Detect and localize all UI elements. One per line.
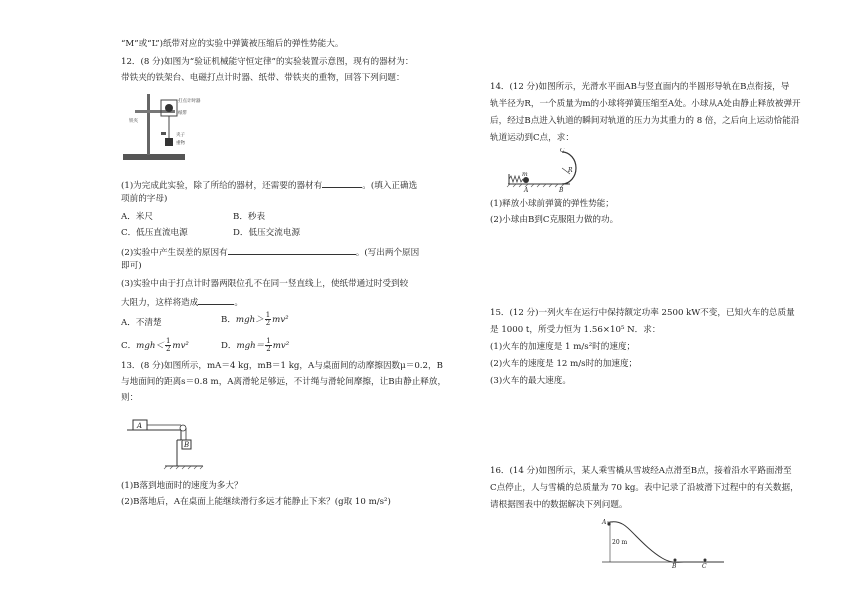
q14-fig-label-r: R	[568, 167, 573, 174]
q15-part-2: (2)火车的速度是 12 m/s时的加速度；	[490, 359, 638, 369]
q12-fig-label-timer: 打点计时器	[178, 99, 201, 104]
q12-part-2-tail: 。(写出两个原因	[355, 248, 420, 258]
fraction-numerator: 1	[265, 311, 271, 319]
q12-choice-b	[221, 312, 289, 327]
q12-part-2-line-2: 即可)	[121, 261, 142, 271]
q12-choice-b-letter: B．	[221, 315, 236, 325]
q12-choice-b-lhs: mgh＞	[235, 315, 264, 325]
q12-fig-label-tape: 纸带	[178, 111, 187, 116]
q12-part-1-tail: 。(填入正确选	[362, 181, 418, 191]
q14-stem-line-3: 后，经过B点进入轨道的瞬间对轨道的压力为其重力的 8 倍，之后向上运动恰能沿	[490, 116, 800, 126]
carry-over-line: “M”或“L”)纸带对应的实验中弹簧被压缩后的弹性势能大。	[121, 39, 344, 49]
q16-fig-label-height: 20 m	[612, 539, 628, 546]
q16-stem-line-1: 16．(14 分)如图所示，某人乘雪橇从雪坡经A点滑至B点，接着沿水平路面滑至	[490, 466, 792, 476]
fraction-numerator: 1	[266, 337, 271, 345]
q16-fig-label-a: A	[602, 519, 607, 526]
q12-option-c: C．低压直流电源	[121, 228, 188, 238]
q14-track-figure	[506, 148, 596, 194]
q12-option-a: A．米尺	[121, 212, 153, 222]
q14-fig-label-c: C	[560, 148, 565, 154]
q14-fig-label-a: A	[524, 187, 529, 194]
q12-part-3-line-1: (3)实验中由于打点计时器两限位孔不在同一竖直线上，使纸带通过时受到较	[121, 279, 409, 289]
q13-fig-label-a: A	[137, 422, 143, 430]
q12-fig-label-weight: 重物	[176, 141, 185, 146]
q12-apparatus-figure	[121, 92, 221, 168]
q12-fig-label-clip: 夹子	[176, 133, 185, 138]
q13-part-1: (1)B落到地面时的速度为多大？	[121, 481, 243, 491]
q12-choice-b-rhs: mv²	[272, 315, 289, 325]
q12-option-d: D．低压交流电源	[233, 228, 301, 238]
q12-part-2-blank	[228, 245, 356, 255]
fraction-denominator: 2	[265, 319, 271, 327]
q12-stem-line-1: 12．(8 分)如图为“验证机械能守恒定律”的实验装置示意图，现有的器材为：	[121, 57, 414, 67]
q12-option-b: B．秒表	[233, 212, 266, 222]
q13-fig-label-b: B	[184, 441, 190, 449]
q15-part-1: (1)火车的加速度是 1 m/s²时的速度；	[490, 342, 636, 352]
q16-fig-label-b: B	[672, 563, 677, 568]
q12-choice-c-lhs: mgh＜	[136, 341, 164, 351]
q12-choice-d	[221, 338, 289, 353]
q14-part-1: (1)释放小球前弹簧的弹性势能；	[490, 199, 614, 209]
q12-part-3-tail: 。	[234, 298, 243, 308]
q16-stem-line-2: C点停止，人与雪橇的总质量为 70 kg。表中记录了沿坡滑下过程中的有关数据，	[490, 483, 799, 493]
q12-part-1-text: (1)为完成此实验，除了所给的器材，还需要的器材有	[121, 181, 323, 191]
q12-part-2-line-1	[121, 245, 419, 260]
q12-fig-label-clamp: 铁夹	[129, 119, 138, 124]
q16-slope-figure	[600, 516, 730, 568]
q12-part-3-text: 大阻力，这样将造成	[121, 298, 199, 308]
q14-stem-line-4: 轨道运动到C点，求：	[490, 133, 574, 143]
q12-choice-c	[121, 338, 189, 353]
q12-choice-a: A．不清楚	[121, 318, 162, 328]
q12-part-2-text: (2)实验中产生误差的原因有	[121, 248, 228, 258]
q12-choice-b-fraction	[265, 312, 271, 327]
q12-part-1-line-1	[121, 178, 417, 193]
q15-stem-line-2: 是 1000 t，所受力恒为 1.56×10⁵ N．求：	[490, 325, 661, 335]
q12-part-3-blank	[198, 295, 234, 305]
q12-choice-c-letter: C．	[121, 341, 137, 351]
q12-part-1-line-2: 项前的字母)	[121, 194, 168, 204]
q12-choice-d-fraction	[265, 338, 271, 353]
q12-part-1-blank	[322, 178, 362, 188]
q15-part-3: (3)火车的最大速度。	[490, 376, 571, 386]
q14-part-2: (2)小球由B到C克服阻力做的功。	[490, 215, 619, 225]
q14-fig-label-m: m	[522, 171, 528, 178]
q13-part-2: (2)B落地后，A在桌面上能继续滑行多远才能静止下来？(g取 10 m/s²)	[121, 497, 391, 507]
q16-fig-label-c: C	[702, 563, 707, 568]
q13-stem-line-1: 13．(8 分)如图所示，mA＝4 kg，mB＝1 kg，A与桌面间的动摩擦因数μ＝0.2，B	[121, 361, 443, 371]
q12-part-3-line-2	[121, 295, 243, 310]
fraction-denominator: 2	[165, 345, 171, 353]
fraction-denominator: 2	[266, 345, 271, 353]
q16-stem-line-3: 请根据图表中的数据解决下列问题。	[490, 500, 628, 510]
q13-stem-line-3: 则：	[121, 393, 139, 403]
q13-stem-line-2: 与地面间的距离s＝0.8 m，A离滑轮足够远，不计绳与滑轮间摩擦，让B由静止释放，	[121, 377, 447, 387]
q14-fig-label-b: B	[559, 187, 564, 194]
q12-choice-d-lhs: mgh＝	[236, 341, 265, 351]
q12-choice-c-rhs: mv²	[172, 341, 189, 351]
q12-choice-d-letter: D．	[221, 341, 237, 351]
fraction-numerator: 1	[165, 337, 171, 345]
q12-choice-d-rhs: mv²	[272, 341, 290, 351]
q12-choice-c-fraction	[165, 338, 171, 353]
q15-stem-line-1: 15．(12 分)一列火车在运行中保持额定功率 2500 kW不变，已知火车的总质量	[490, 308, 795, 318]
q13-pulley-figure	[125, 410, 205, 470]
q14-stem-line-2: 轨半径为R，一个质量为m的小球将弹簧压缩至A处。小球从A处由静止释放被弹开	[490, 99, 801, 109]
q12-stem-line-2: 带铁夹的铁架台、电磁打点计时器、纸带、带铁夹的重物，回答下列问题：	[121, 73, 405, 83]
q14-stem-line-1: 14．(12 分)如图所示，光滑水平面AB与竖直面内的半圆形导轨在B点衔接，导	[490, 82, 790, 92]
